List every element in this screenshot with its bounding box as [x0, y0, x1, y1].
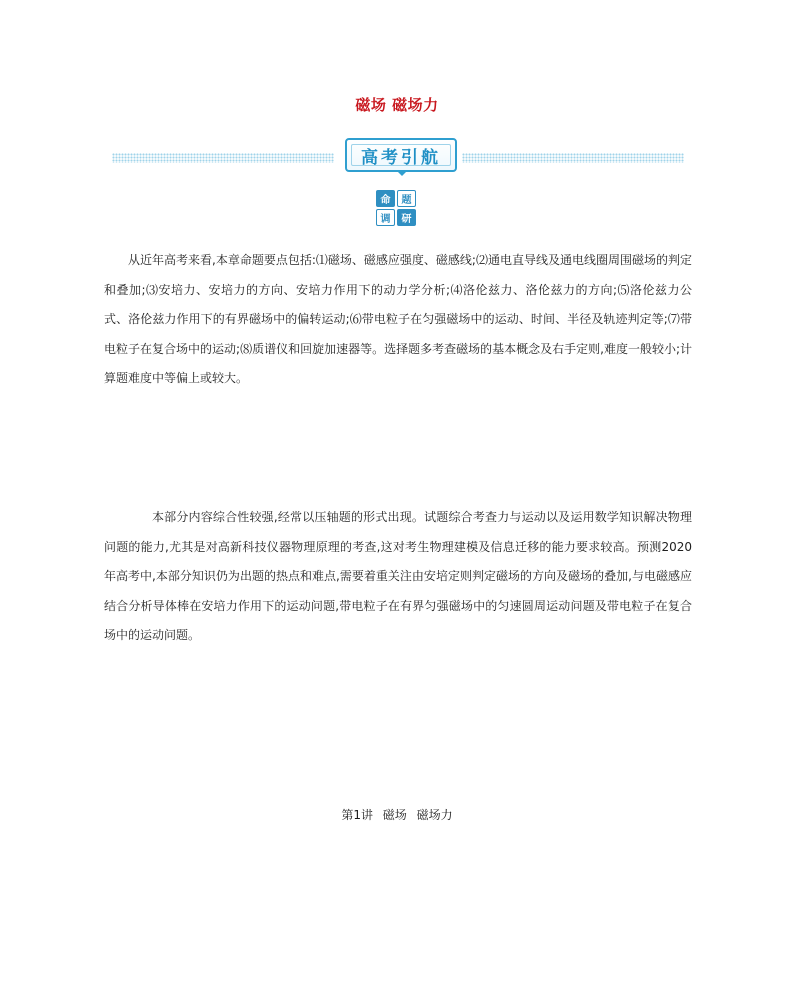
section-banner — [112, 138, 684, 178]
forecast-paragraph: 本部分内容综合性较强,经常以压轴题的形式出现。试题综合考查力与运动以及运用数学知识解决物理问题的能力,尤其是对高新科技仪器物理原理的考查,这对考生物理建模及信息迁移的能力要求较高。预测2020年高考中,本部分知识仍为出题的热点和难点,需要着重关注由安培定则判定磁场的方向及磁场的叠加,与电磁感应结合分析导体棒在安培力作用下的运动问题,带电粒子在有界匀强磁场中的匀速圆周运动问题及带电粒子在复合场中的运动问题。 — [104, 510, 692, 643]
lecture-heading: 第1讲 磁场 磁场力 — [341, 808, 453, 822]
seal-char-1: 命 — [376, 190, 395, 207]
exam-analysis-paragraph: 从近年高考来看,本章命题要点包括:⑴磁场、磁感应强度、磁感线;⑵通电直导线及通电线圈周围磁场的判定和叠加;⑶安培力、安培力的方向、安培力作用下的动力学分析;⑷洛伦兹力、洛伦兹力的方向;⑸洛伦兹力公式、洛伦兹力作用下的有界磁场中的偏转运动;⑹带电粒子在匀强磁场中的运动、时间、半径及轨迹判定等;⑺带电粒子在复合场中的运动;⑻质谱仪和回旋加速器等。选择题多考查磁场的基本概念及右手定则,难度一般较小;计算题难度中等偏上或较大。 — [104, 253, 692, 386]
seal-char-4: 研 — [397, 209, 416, 226]
page-title: 磁场 磁场力 — [355, 96, 439, 114]
research-seal-icon — [376, 190, 416, 226]
seal-char-2: 题 — [397, 190, 416, 207]
banner-label: 高考引航 — [351, 144, 451, 166]
banner-pointer — [396, 170, 408, 176]
banner-dotted-rule-left — [112, 153, 334, 163]
banner-badge — [345, 138, 457, 172]
banner-dotted-rule-right — [462, 153, 684, 163]
seal-char-3: 调 — [376, 209, 395, 226]
